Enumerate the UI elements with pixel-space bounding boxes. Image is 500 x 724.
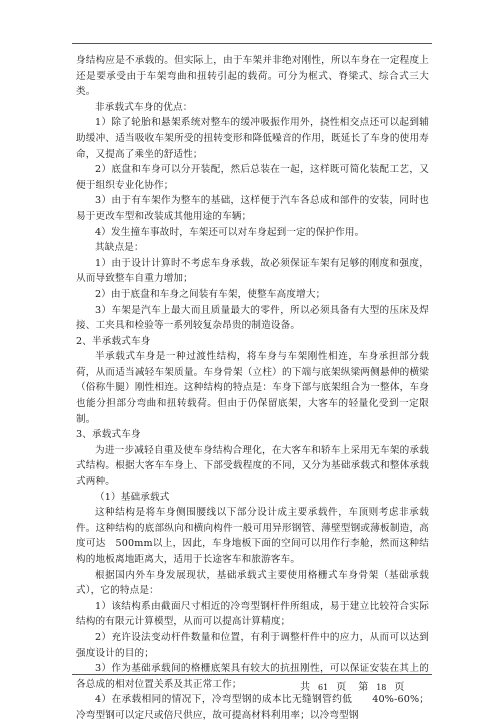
paragraph: 身结构应是不承载的。但实际上，由于车架并非绝对刚性，所以车身在一定程度上还是要承受由于车架弯曲和扭转引起的载荷。可分为框式、脊梁式、综合式三大类。 (76, 55, 429, 98)
paragraph: （1）基础承载式 (95, 491, 170, 503)
paragraph: 2）充许设法变动杆件数量和位置，有利于调整杆件中的应力，从而可以达到强度设计的目的； (76, 631, 429, 659)
paragraph: 半承载式车身是一种过渡性结构，将车身与车架刚性相连，车身承担部分载荷，从而适当减轻车架质量。车身骨架（立柱）的下端与底架纵梁两侧悬伸的横梁（俗称牛腿）刚性相连。这种结构的特点是：车身下部与底架组合为一整体，车身也能分担部分弯曲和扭转载荷。但由于仍保留底架，大客车的轻量化受到一定限制。 (76, 351, 429, 425)
paragraph: 根据国内外车身发展现状，基础承载式主要使用格栅式车身骨架（基础承载式），它的特点是： (76, 569, 429, 597)
footer-current-page: 18 (376, 683, 387, 692)
footer-total-suffix: 页 (336, 682, 347, 693)
paragraph: 3）作为基础承载间的格栅底架具有较大的抗扭刚性，可以保证安装在其上的各总成的相对位置关系及其正常工作； (76, 663, 429, 690)
paragraph: 3、承载式车身 (76, 429, 141, 441)
footer-total-prefix: 共 (300, 682, 310, 693)
paragraph: 非承载式车身的优点： (95, 101, 193, 113)
document-body (76, 53, 429, 724)
page-footer (300, 681, 404, 695)
footer-current-prefix: 第 (358, 682, 369, 693)
paragraph: 2）底盘和车身可以分开装配，然后总装在一起，这样既可简化装配工艺，又便于组织专业化协作； (76, 164, 429, 191)
paragraph: 4）发生撞车事故时，车架还可以对车身起到一定的保护作用。 (95, 226, 365, 238)
footer-current-suffix: 页 (394, 682, 405, 693)
paragraph: 2）由于底盘和车身之间装有车架，使整车高度增大； (95, 288, 326, 300)
paragraph: 1）由于设计计算时不考虑车身承载，故必须保证车架有足够的刚度和强度，从而导致整车自重力增加； (76, 257, 429, 285)
paragraph: 1）除了轮胎和悬架系统对整车的缓冲吸振作用外，挠性相交点还可以起到辅助缓冲、适当吸收车架所受的扭转变形和降低噪音的作用，既延长了车身的使用寿命，又提高了乘坐的舒适性； (76, 117, 429, 160)
paragraph: 3）车架是汽车上最大而且质量最大的零件，所以必须具备有大型的压床及焊接、工夹具和检验等一系列较复杂昂贵的制造设备。 (76, 304, 429, 332)
paragraph: 为进一步减轻自重及使车身结构合理化，在大客车和轿车上采用无车架的承载式结构。根据大客车车身上、下部受载程度的不同，又分为基础承载式和整体承载式两种。 (76, 444, 429, 488)
footer-total-pages: 61 (318, 683, 329, 692)
paragraph: 2、半承载式车身 (76, 335, 151, 347)
footer-rule (72, 674, 432, 675)
header-rule (72, 43, 432, 44)
paragraph: 3）由于有车架作为整车的基础，这样便于汽车各总成和部件的安装，同时也易于更改车型和改装成其他用途的车辆； (76, 195, 429, 222)
paragraph: 这种结构是将车身侧围腰线以下部分设计成主要承载件，车顶则考虑非承载件。这种结构的底部纵向和横向构件一般可用异形钢管、薄壁型钢或薄板制造，高度可达 500mm以上，因此，车身地板下面的空间可以用作行李舱，然而这种结构的地板离地距离大，适用于长途客车和旅游客车。 (76, 507, 429, 565)
paragraph: 其缺点是： (95, 242, 144, 254)
paragraph: 4）在承载相同的情况下，冷弯型钢的成本比无缝钢管约低 40%-60%；冷弯型钢可以定尺或倍尺供应，故可提高材料利用率；以冷弯型钢 (76, 694, 429, 721)
paragraph: 1）该结构系由截面尺寸相近的冷弯型钢杆件所组成，易于建立比较符合实际结构的有限元计算模型，从而可以提高计算精度； (76, 600, 429, 628)
